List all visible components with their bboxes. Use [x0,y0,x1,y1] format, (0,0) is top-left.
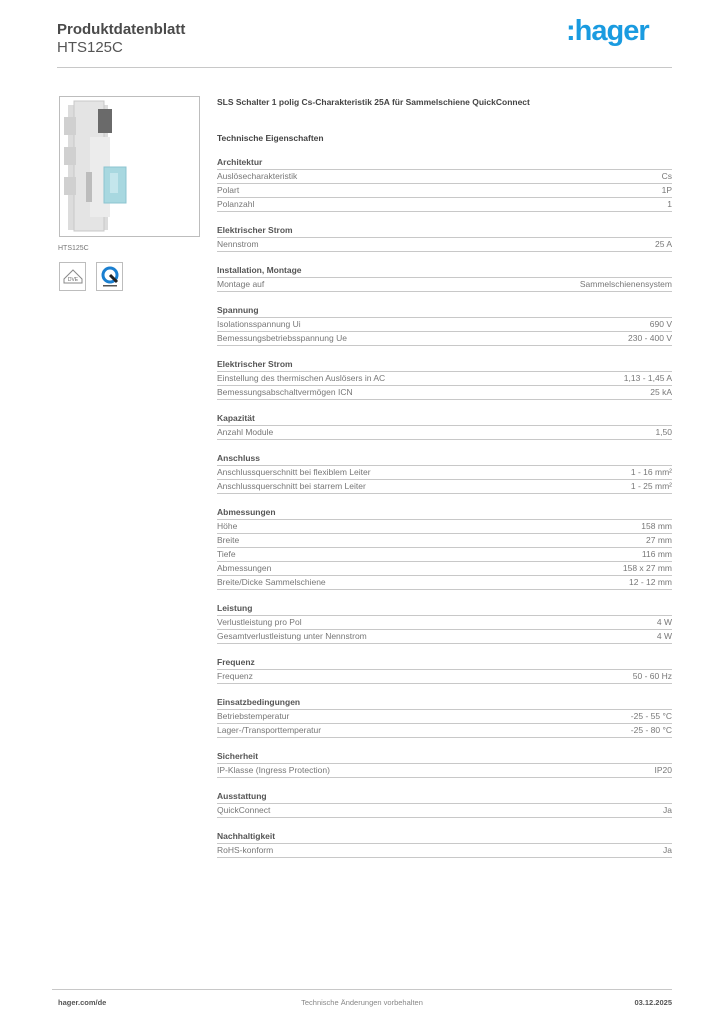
spec-label: Polart [217,185,240,195]
product-description: SLS Schalter 1 polig Cs-Charakteristik 25A für Sammelschiene QuickConnect [217,97,530,107]
spec-value: 116 mm [641,549,672,559]
spec-row [217,466,672,480]
spec-row [217,426,672,440]
spec-label: Abmessungen [217,563,272,573]
footer-website: hager.com/de [58,998,107,1007]
spec-group [217,697,672,738]
spec-group-title: Sicherheit [217,751,672,764]
spec-row [217,630,672,644]
spec-group-title: Einsatzbedingungen [217,697,672,710]
spec-label: Auslösecharakteristik [217,171,298,181]
spec-row [217,616,672,630]
spec-group-title: Spannung [217,305,672,318]
spec-row [217,548,672,562]
spec-value: 25 kA [650,387,672,397]
spec-value: IP20 [654,765,672,775]
spec-row [217,764,672,778]
spec-groups [217,157,672,858]
spec-label: Polanzahl [217,199,255,209]
footer-date: 03.12.2025 [634,998,672,1007]
spec-group-title: Elektrischer Strom [217,225,672,238]
section-title: Technische Eigenschaften [217,133,324,143]
spec-group [217,359,672,400]
vde-certification-badge [59,262,86,291]
spec-row [217,576,672,590]
spec-label: Verlustleistung pro Pol [217,617,302,627]
spec-label: Nennstrom [217,239,259,249]
spec-group-title: Leistung [217,603,672,616]
spec-label: Lager-/Transporttemperatur [217,725,322,735]
spec-row [217,386,672,400]
spec-value: -25 - 55 °C [630,711,672,721]
spec-value: 1P [661,185,672,195]
spec-value: 1,13 - 1,45 A [623,373,672,383]
spec-row [217,372,672,386]
vde-triangle-icon [63,269,83,285]
spec-group [217,507,672,590]
document-header [57,20,185,57]
spec-value: 1 - 16 mm² [630,467,672,477]
spec-row [217,480,672,494]
spec-label: Tiefe [217,549,236,559]
spec-value: 230 - 400 V [628,333,672,343]
spec-group-title: Architektur [217,157,672,170]
spec-row [217,238,672,252]
spec-label: Anzahl Module [217,427,274,437]
header-divider [57,67,672,68]
spec-row [217,670,672,684]
spec-row [217,520,672,534]
spec-value: 1 - 25 mm² [630,481,672,491]
spec-value: -25 - 80 °C [630,725,672,735]
spec-label: Breite/Dicke Sammelschiene [217,577,326,587]
hager-logo: :hager [566,15,649,47]
product-content [217,96,672,858]
spec-value: 25 A [654,239,672,249]
spec-group [217,751,672,778]
spec-row [217,318,672,332]
spec-group-title: Anschluss [217,453,672,466]
spec-label: RoHS-konform [217,845,274,855]
spec-row [217,724,672,738]
product-image [59,96,200,237]
spec-value: 4 W [656,631,672,641]
spec-label: Anschlussquerschnitt bei flexiblem Leiter [217,467,371,477]
spec-value: 1 [667,199,672,209]
spec-label: Frequenz [217,671,253,681]
spec-label: Gesamtverlustleistung unter Nennstrom [217,631,367,641]
spec-row [217,562,672,576]
spec-label: IP-Klasse (Ingress Protection) [217,765,330,775]
spec-value: Sammelschienensystem [579,279,672,289]
spec-label: Bemessungsabschaltvermögen ICN [217,387,353,397]
spec-group [217,791,672,818]
spec-group [217,305,672,346]
spec-value: 1,50 [655,427,672,437]
spec-value: Ja [663,805,672,815]
spec-value: Ja [663,845,672,855]
spec-row [217,710,672,724]
spec-value: 158 mm [641,521,672,531]
spec-row [217,332,672,346]
spec-label: Montage auf [217,279,265,289]
product-code: HTS125C [57,39,123,56]
spec-label: Einstellung des thermischen Auslösers in AC [217,373,386,383]
quickconnect-certification-badge [96,262,123,291]
spec-value: 690 V [649,319,672,329]
spec-group [217,657,672,684]
spec-group [217,413,672,440]
spec-group [217,831,672,858]
spec-row [217,184,672,198]
spec-value: 27 mm [646,535,672,545]
spec-row [217,534,672,548]
spec-label: Betriebstemperatur [217,711,290,721]
spec-row [217,278,672,292]
spec-value: 12 - 12 mm [629,577,672,587]
spec-group [217,453,672,494]
spec-group-title: Frequenz [217,657,672,670]
spec-label: Breite [217,535,240,545]
spec-value: Cs [661,171,672,181]
spec-label: Anschlussquerschnitt bei starrem Leiter [217,481,366,491]
footer-notice: Technische Änderungen vorbehalten [301,998,423,1007]
spec-row [217,804,672,818]
spec-label: Isolationsspannung Ui [217,319,301,329]
spec-label: Bemessungsbetriebsspannung Ue [217,333,347,343]
footer-divider [52,989,672,990]
spec-row [217,170,672,184]
spec-group-title: Abmessungen [217,507,672,520]
spec-group-title: Elektrischer Strom [217,359,672,372]
image-caption: HTS125C [58,245,89,252]
spec-group-title: Ausstattung [217,791,672,804]
spec-label: QuickConnect [217,805,271,815]
spec-group-title: Kapazität [217,413,672,426]
circuit-breaker-image-icon [60,97,199,236]
spec-group [217,157,672,212]
spec-group [217,225,672,252]
spec-value: 4 W [656,617,672,627]
spec-group [217,265,672,292]
spec-label: Höhe [217,521,238,531]
spec-value: 158 x 27 mm [622,563,672,573]
quickconnect-q-icon [100,266,120,288]
spec-group [217,603,672,644]
svg-text:DVE: DVE [67,276,78,283]
spec-row [217,844,672,858]
document-title: Produktdatenblatt [57,21,186,38]
spec-group-title: Nachhaltigkeit [217,831,672,844]
spec-row [217,198,672,212]
spec-group-title: Installation, Montage [217,265,672,278]
spec-value: 50 - 60 Hz [632,671,672,681]
